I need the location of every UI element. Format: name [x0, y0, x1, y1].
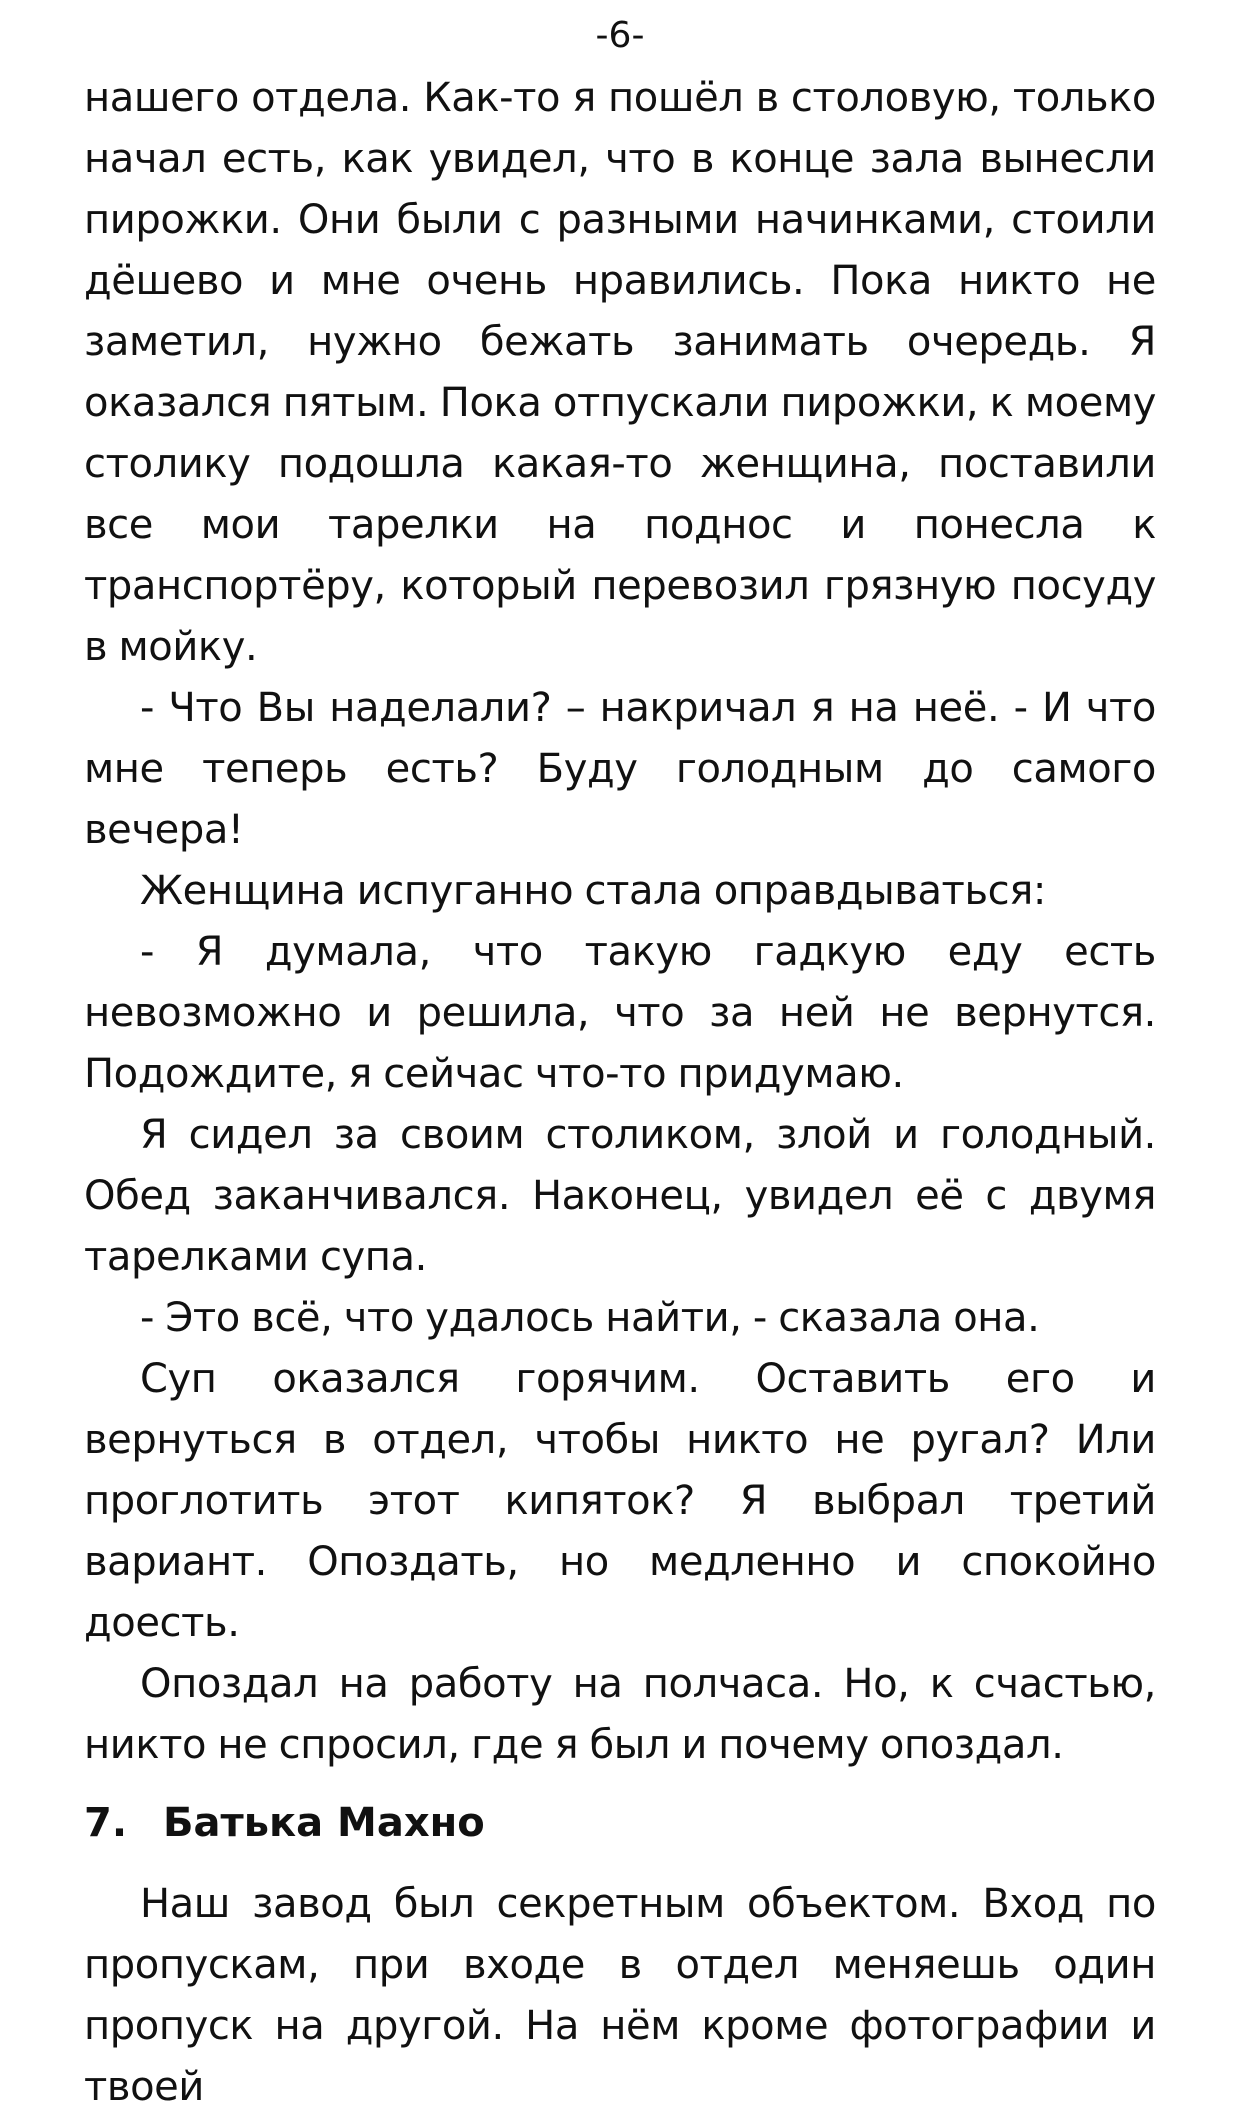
- paragraph: Суп оказался горячим. Оставить его и вернуться в отдел, чтобы никто не ругал? Или проглотить этот кипяток? Я выбрал третий вариант. Опоздать, но медленно и спокойно доесть.: [84, 1356, 1156, 1646]
- document-page: [84, 14, 1156, 2118]
- section-number: 7.: [84, 1800, 128, 1846]
- paragraph: Женщина испуганно стала оправдываться:: [140, 868, 1046, 914]
- paragraph: Я сидел за своим столиком, злой и голодный. Обед заканчивался. Наконец, увидел её с двумя тарелками супа.: [84, 1112, 1156, 1280]
- paragraph: - Это всё, что удалось найти, - сказала она.: [140, 1295, 1040, 1341]
- text-body: [84, 68, 1156, 1776]
- paragraph: нашего отдела. Как-то я пошёл в столовую, только начал есть, как увидел, что в конце зала вынесли пирожки. Они были с разными начинками, стоили дёшево и мне очень нравились. Пока никто не заметил, нужно бежать занимать очередь. Я оказался пятым. Пока отпускали пирожки, к моему столику подошла какая-то женщина, поставили все мои тарелки на поднос и понесла к транспортёру, который перевозил грязную посуду в мойку.: [84, 75, 1156, 670]
- paragraph: - Я думала, что такую гадкую еду есть невозможно и решила, что за ней не вернутся. Подождите, я сейчас что-то придумаю.: [84, 929, 1156, 1097]
- section-title: Батька Махно: [163, 1800, 485, 1846]
- page-number: -6-: [595, 15, 645, 56]
- section-heading: [84, 1798, 1156, 1848]
- section-body: [84, 1874, 1156, 2118]
- paragraph: - Что Вы наделали? – накричал я на неё. - И что мне теперь есть? Буду голодным до самого вечера!: [84, 685, 1156, 853]
- paragraph: Наш завод был секретным объектом. Вход по пропускам, при входе в отдел меняешь один пропуск на другой. На нём кроме фотографии и твоей: [84, 1881, 1156, 2110]
- paragraph: Опоздал на работу на полчаса. Но, к счастью, никто не спросил, где я был и почему опоздал.: [84, 1661, 1156, 1768]
